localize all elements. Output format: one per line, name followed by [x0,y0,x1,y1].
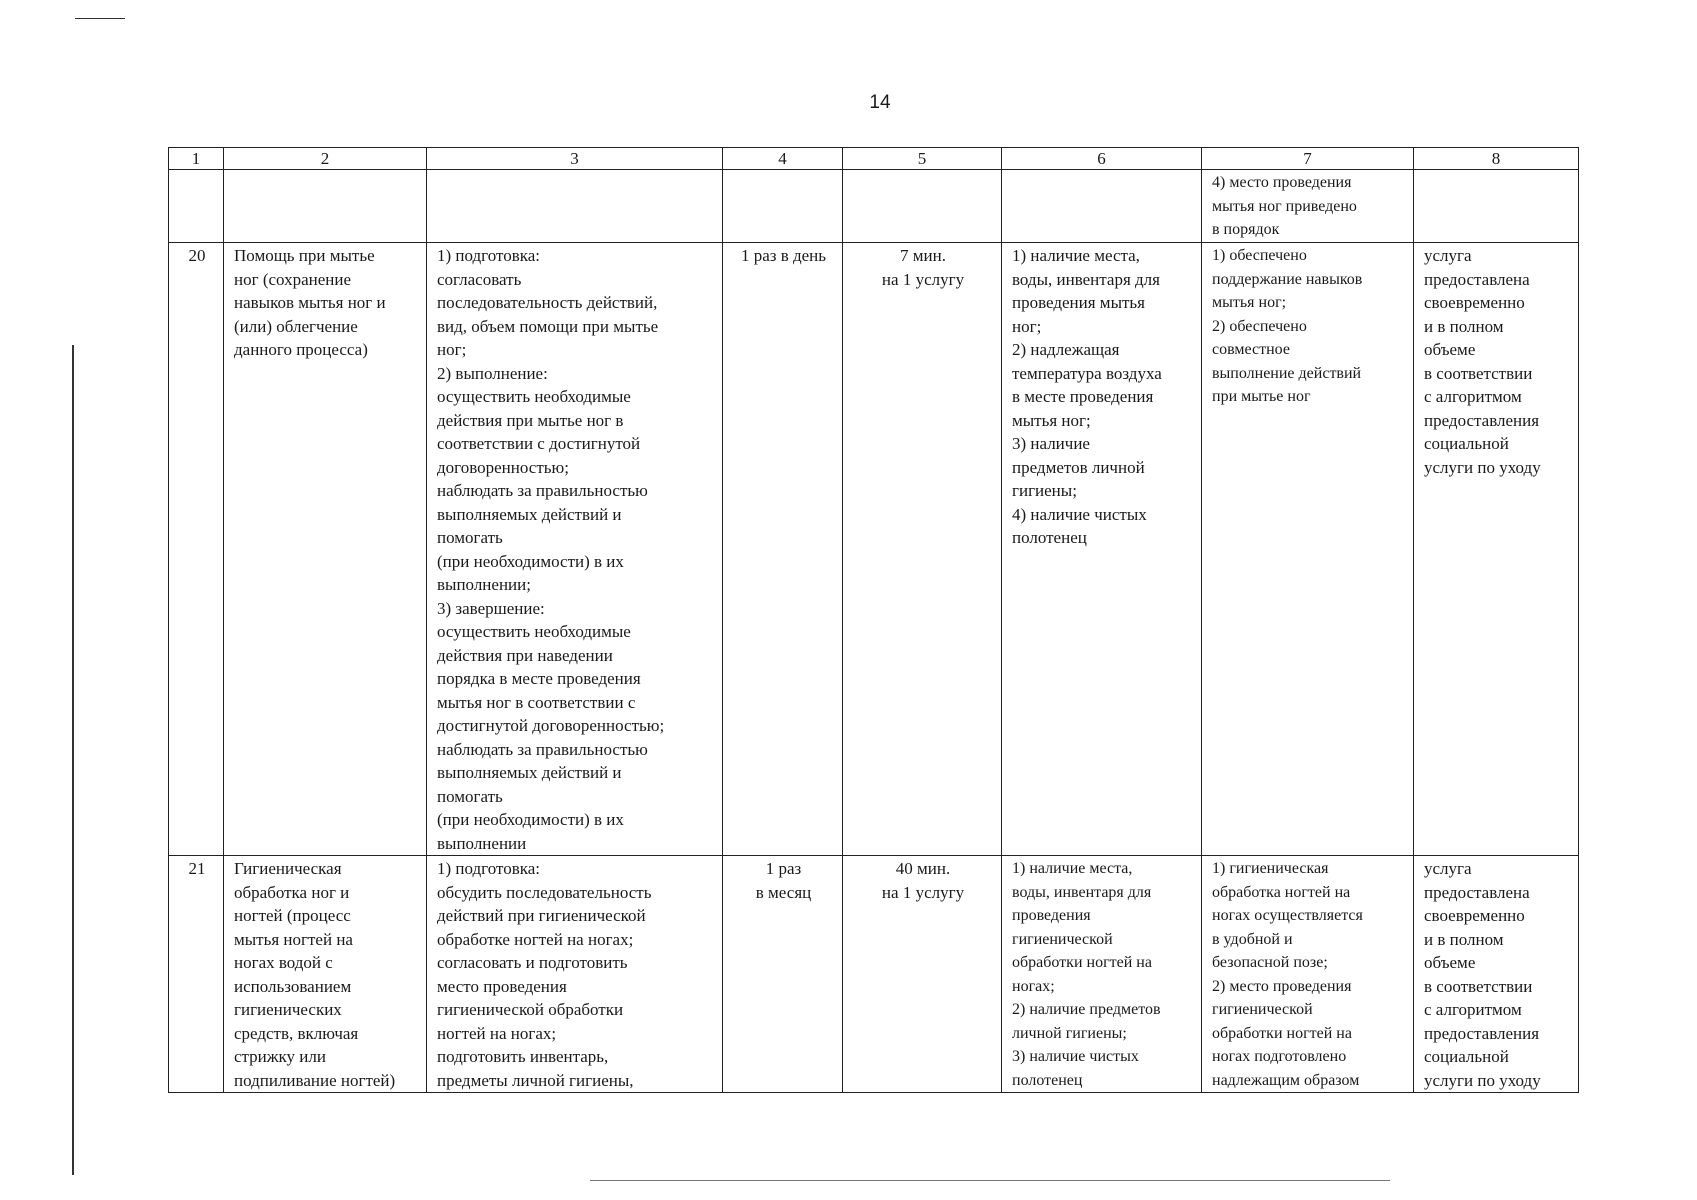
cell-lines [733,857,834,904]
text-line: предоставлена [1424,269,1530,289]
text-line: и в полном [1424,316,1504,336]
text-line: гигиенической обработки [437,1000,624,1019]
column-number: 1 [169,148,224,170]
text-line: 1) подготовка: [437,246,540,265]
cell-lines [733,244,834,268]
text-line: услуга [1424,859,1472,878]
text-line: обработка ног и [234,882,350,902]
column-number: 2 [224,148,427,170]
indicators-cell [1202,243,1414,856]
text-line: воды, инвентаря для [1012,269,1160,289]
text-line: своевременно [1424,906,1525,925]
text-line: с алгоритмом [1424,1000,1522,1019]
text-line: ног; [437,340,467,359]
cell-lines [437,857,714,1092]
text-line: 1 раз в день [740,246,827,265]
text-line: согласовать [437,269,522,289]
service-steps-cell [427,243,723,856]
text-line: достигнутой договоренностью; [437,716,665,735]
text-line: вид, объем помощи при мытье [437,316,659,336]
service-steps-cell [427,856,723,1093]
text-line: личной гигиены; [1012,1024,1127,1042]
text-line: предоставлена [1424,882,1530,902]
text-line: данного процесса) [234,340,368,359]
text-line: мытья ног в соответствии с [437,692,636,712]
text-line: 1) обеспечено [1212,247,1307,264]
text-line: 1) подготовка: [437,859,540,878]
text-line: услуги по уходу [1424,1070,1541,1090]
text-line: действия при наведении [437,645,613,665]
text-line: (при необходимости) в их [437,551,624,571]
text-line: объеме [1424,953,1476,972]
frequency-cell [723,856,843,1093]
text-line: ногтей на ногах; [437,1023,557,1043]
text-line: социальной [1424,434,1509,453]
column-number: 5 [843,148,1002,170]
table-cell [843,170,1002,243]
text-line: 1) наличие места, [1012,246,1140,265]
text-line: 3) наличие чистых [1012,1048,1139,1065]
text-line: выполнение действий [1212,364,1362,382]
scan-edge-mark [72,345,74,1175]
cell-lines [234,244,418,362]
text-line: при мытье ног [1212,388,1311,405]
duration-cell [843,856,1002,1093]
row-number [169,856,224,1093]
evaluation-cell [1414,243,1579,856]
text-line: на 1 услугу [881,882,965,902]
text-line: договоренностью; [437,457,569,477]
text-line: 4) наличие чистых [1012,504,1147,524]
text-line: действия при мытье ног в [437,410,624,430]
text-line: ногах подготовлено [1212,1048,1347,1065]
text-line: 2) место проведения [1212,977,1352,995]
text-line: средств, включая [234,1023,359,1043]
text-line: услуги по уходу [1424,457,1541,477]
text-line: 1 раз [765,859,802,878]
text-line: 2) обеспечено [1212,317,1307,335]
text-line: гигиенических [234,1000,342,1019]
text-line: последовательность действий, [437,293,658,312]
text-line: место проведения [437,976,567,996]
text-line: наблюдать за правильностью [437,739,648,759]
text-line: ногах; [1012,977,1055,995]
text-line: ног; [1012,316,1042,336]
text-line: помогать [437,786,503,806]
text-line: обработке ногтей на ногах; [437,929,634,949]
cell-lines [234,857,418,1092]
text-line: 40 мин. [895,859,951,878]
text-line: 4) место проведения [1212,174,1352,191]
text-line: помогать [437,528,503,547]
text-line: использованием [234,976,352,996]
text-line: предоставления [1424,410,1540,430]
text-line: 2) выполнение: [437,363,548,383]
text-line: мытья ног приведено [1212,197,1357,215]
text-line: ног (сохранение [234,269,352,289]
text-line: воды, инвентаря для [1012,883,1152,901]
text-line: предоставления [1424,1023,1540,1043]
text-line: поддержание навыков [1212,270,1363,288]
text-line: ногах водой с [234,953,333,972]
text-line: (при необходимости) в их [437,810,624,829]
text-line: проведения [1012,907,1091,924]
text-line: полотенец [1012,1071,1083,1089]
cell-lines [1424,244,1570,479]
text-line: Гигиеническая [234,859,342,878]
cell-lines [1424,857,1570,1092]
table-cell [224,170,427,243]
text-line: в соответствии [1424,363,1533,383]
cell-lines [853,857,993,904]
text-line: с алгоритмом [1424,387,1522,406]
text-line: гигиены; [1012,481,1077,500]
text-line: мытья ногтей на [234,929,353,949]
table-row [169,856,1579,1093]
text-line: обработка ногтей на [1212,883,1351,901]
service-name-cell [224,243,427,856]
text-line: в порядок [1212,221,1280,238]
text-line: в месте проведения [1012,387,1154,406]
column-number: 3 [427,148,723,170]
text-line: соответствии с достигнутой [437,434,641,453]
evaluation-cell [1414,856,1579,1093]
text-line: 1) наличие места, [1012,860,1133,877]
text-line: своевременно [1424,293,1525,312]
text-line: в удобной и [1212,930,1293,948]
scan-edge-mark [590,1180,1390,1181]
text-line: проведения мытья [1012,293,1145,312]
services-table [168,147,1579,1093]
frequency-cell [723,243,843,856]
cell-lines [1212,244,1405,409]
text-line: гигиенической [1012,930,1113,948]
text-line: в соответствии [1424,976,1533,996]
table-cell [169,170,224,243]
cell-lines [1012,857,1193,1092]
text-line: подготовить инвентарь, [437,1047,609,1066]
row-number-text: 20 [188,246,206,265]
text-line: осуществить необходимые [437,387,631,406]
column-number: 7 [1202,148,1414,170]
text-line: и в полном [1424,929,1504,949]
cell-lines [1012,244,1193,550]
indicators-cell [1202,856,1414,1093]
row-number [169,243,224,856]
text-line: надлежащим образом [1212,1071,1360,1089]
conditions-cell [1002,243,1202,856]
text-line: Помощь при мытье [234,246,375,265]
text-line: стрижку или [234,1047,326,1066]
text-line: обсудить последовательность [437,882,652,902]
text-line: порядка в месте проведения [437,669,641,688]
indicators-cell [1202,170,1414,243]
table-cell [427,170,723,243]
text-line: мытья ног; [1212,294,1287,311]
table-cell [1002,170,1202,243]
scan-edge-mark [75,18,125,19]
service-name-cell [224,856,427,1093]
cell-lines [1212,857,1405,1092]
duration-cell [843,243,1002,856]
row-number-text: 21 [188,859,206,878]
cell-lines [1212,171,1405,242]
text-line: предметов личной [1012,457,1145,477]
table-row [169,243,1579,856]
text-line: объеме [1424,340,1476,359]
text-line: ногтей (процесс [234,906,351,925]
text-line: 3) завершение: [437,598,545,618]
text-line: обработки ногтей на [1212,1024,1352,1042]
text-line: подпиливание ногтей) [234,1070,396,1090]
text-line: полотенец [1012,528,1087,547]
continuation-row [169,170,1579,243]
text-line: 3) наличие [1012,434,1090,453]
cell-lines [179,857,215,881]
table-cell [1414,170,1579,243]
column-number-row [169,148,1579,170]
column-number: 4 [723,148,843,170]
text-line: выполнении [437,833,527,853]
conditions-cell [1002,856,1202,1093]
text-line: предметы личной гигиены, [437,1070,634,1090]
text-line: на 1 услугу [881,269,965,289]
text-line: 1) гигиеническая [1212,860,1329,877]
cell-lines [179,244,215,268]
text-line: социальной [1424,1047,1509,1066]
text-line: мытья ног; [1012,410,1091,430]
text-line: навыков мытья ног и [234,293,386,312]
text-line: обработки ногтей на [1012,954,1152,971]
text-line: в месяц [755,882,812,902]
page-number: 14 [869,92,891,113]
text-line: осуществить необходимые [437,622,631,641]
text-line: действий при гигиенической [437,906,646,925]
column-number: 8 [1414,148,1579,170]
table-cell [723,170,843,243]
cell-lines [437,244,714,855]
text-line: ногах осуществляется [1212,907,1363,924]
text-line: выполнении; [437,575,531,594]
text-line: согласовать и подготовить [437,953,628,972]
text-line: 2) наличие предметов [1012,1001,1161,1018]
text-line: выполняемых действий и [437,763,622,782]
column-number: 6 [1002,148,1202,170]
text-line: выполняемых действий и [437,504,622,524]
text-line: безопасной позе; [1212,954,1328,971]
text-line: услуга [1424,246,1472,265]
text-line: 2) надлежащая [1012,340,1120,359]
text-line: температура воздуха [1012,363,1162,383]
text-line: совместное [1212,341,1290,358]
text-line: (или) облегчение [234,316,358,336]
cell-lines [853,244,993,291]
text-line: гигиенической [1212,1001,1313,1018]
text-line: наблюдать за правильностью [437,481,648,500]
text-line: 7 мин. [900,246,946,265]
